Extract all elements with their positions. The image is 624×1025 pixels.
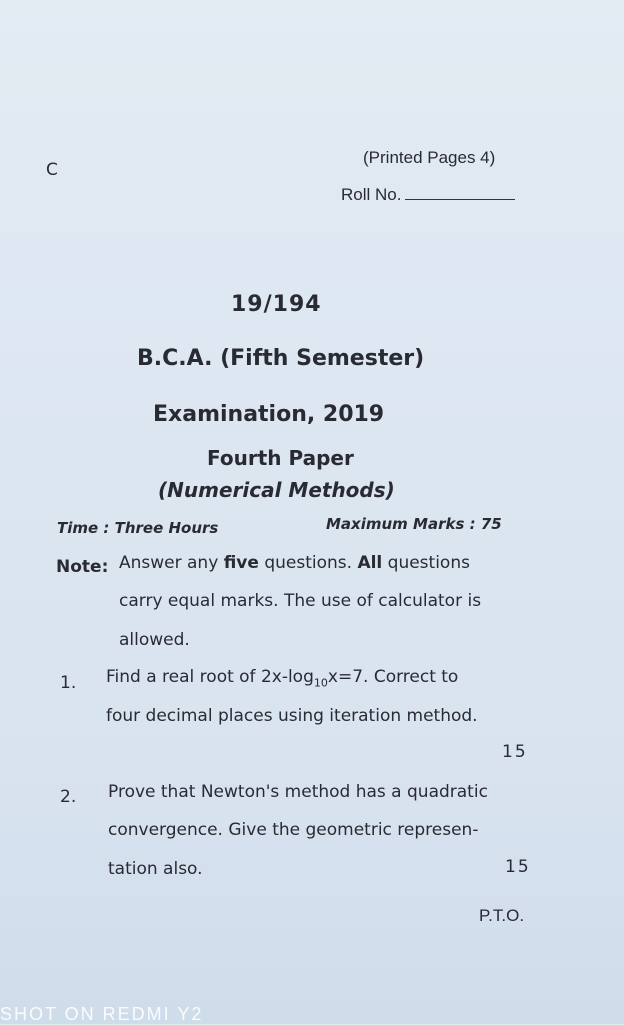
paper-number: Fourth Paper [207,446,354,470]
note-line-2: carry equal marks. The use of calculator is [119,591,482,611]
subject-title: (Numerical Methods) [158,478,395,502]
question-2-line-1: Prove that Newton's method has a quadratic [108,782,488,802]
note-text: Answer any [119,553,219,573]
question-1-marks: 15 [502,742,528,762]
note-emphasis-all: All [357,553,383,573]
question-1-number: 1. [60,673,77,693]
question-2-number: 2. [60,787,77,807]
note-text: questions [387,553,470,573]
time-allowed: Time : Three Hours [57,519,219,537]
printed-pages: (Printed Pages 4) [363,148,496,167]
question-2-marks: 15 [505,857,531,877]
note-line-3: allowed. [119,630,190,650]
question-2-line-2: convergence. Give the geometric represen- [108,820,479,840]
camera-watermark: SHOT ON REDMI Y2 [0,1004,204,1024]
note-text: questions. [264,553,353,573]
question-text: Find a real root of 2x-log [106,667,314,687]
roll-no-label: Roll No. [341,185,402,204]
note-line-1 [119,553,470,573]
roll-no-field [341,185,515,205]
question-1-line-1 [106,667,458,689]
question-2-line-3: tation also. [108,859,203,879]
paper-code: 19/194 [231,292,322,317]
note-emphasis-five: five [223,553,259,573]
log-base-subscript: 10 [313,676,328,690]
series-letter: C [46,160,58,180]
exam-title: Examination, 2019 [153,402,385,427]
roll-no-blank-line [405,199,515,200]
note-label: Note: [56,557,109,577]
pto-label: P.T.O. [479,906,525,925]
maximum-marks: Maximum Marks : 75 [326,515,502,533]
course-title: B.C.A. (Fifth Semester) [137,346,425,371]
question-text: x=7. Correct to [327,667,459,687]
question-1-line-2: four decimal places using iteration method. [106,706,478,726]
